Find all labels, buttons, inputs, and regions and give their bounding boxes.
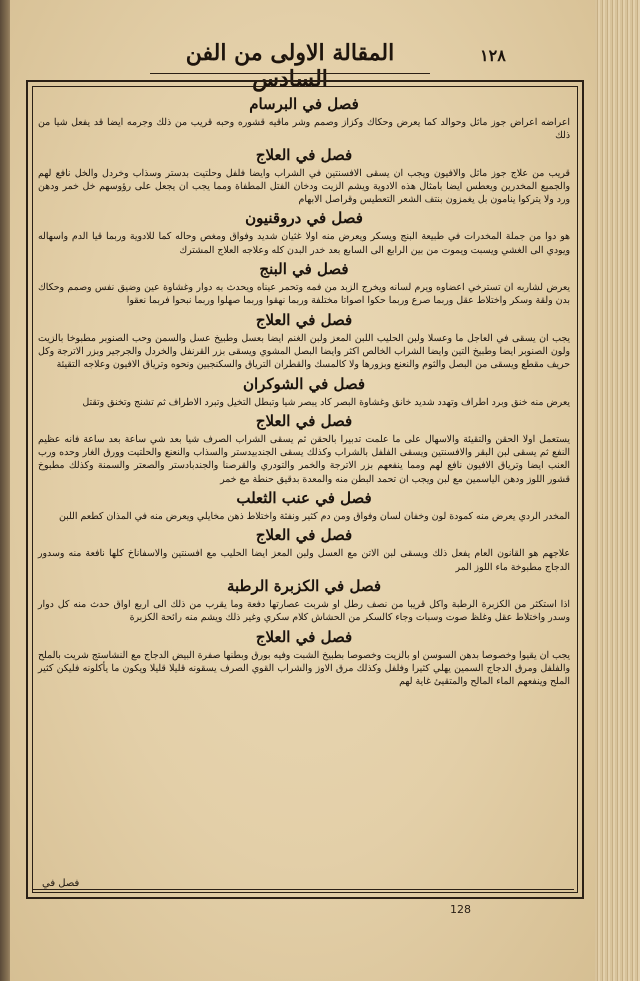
section-heading: فصل في البنج [259,260,349,279]
section-heading: فصل في العلاج [255,627,353,646]
section-duruqniyun [38,206,570,257]
section-body: اذا استكثر من الكزبرة الرطبة واكل قريبا من نصف رطل او شربت عصارتها دفعة وما يقرب من ذلك الى اربع اواق حدث منه كل دوار وسدر واختلاط عقل وغلظ صوت وسبات وجاء كالسكر من الحشاش كلام سكري وغير ذلك ويشم منه رائحة الكزبرة [38,598,570,624]
section-heading: فصل في العلاج [255,526,353,545]
section-body: هو دوا من جملة المخدرات في طبيعة البنج ويسكر ويعرض منه اولا غثيان شديد وفواق ومغص وحاله كما للادوية وربما قيا الدم واسهاله ويودي الى الغشي ويسبت ويموت من بين الرابع الى السابع بعد خدر البدن كله وعلاجه العلاج المشترك [38,231,570,256]
section-treatment-3 [38,409,570,486]
text-block [38,92,570,688]
running-head: المقالة الاولى من الفن السادس [185,40,395,92]
section-heading: فصل في العلاج [255,145,353,164]
section-body: علاجهم هو القانون العام يفعل ذلك ويسقى لبن الاتن مع العسل ولبن المعز ايضا الحليب مع افسنتين والاسفاناخ كلها نافعة منه وسدور الدجاج مطبوخة ماء اللوز المر [38,548,570,573]
bottom-rule [32,889,574,890]
section-body: قريب من علاج جوز ماثل والافيون ويجب ان يسقى الافسنتين في الشراب وايضا فلفل وحلتيت بدستر وسذاب وخردل والخل نافع لهم والجميع المخدرين ويعطس ايضا بامثال هذه الادوية ويشم الزيت ودخان الفتل المطفاة ومما يجب ان يجعل على رؤوسهم خل خمر ودهن ورد ولا يتركوا ينامون بل يغمزون بنتف الشعر التعطيس وقراصل الابهام [38,167,570,206]
section-barsam [38,92,570,143]
section-body: يعرض لشاربه ان تسترخي اعضاوه ويرم لسانه ويخرج الزبد من فمه وتحمر عيناه ويحدث به دوار وغشاوة عين وضيق نفس وصمم وحكاك بدن ولقة وسكر واختلاط عقل وربما صرع وربما حكوا اصواتا مختلفة وربما نهقوا وربما صهلوا وربما نبحوا فربما نعقوا [38,282,570,307]
section-banj [38,257,570,308]
section-body: يجب ان يسقى في العاجل ما وعسلا ولبن الحليب اللبن المعز ولبن الغنم ايضا بعسل وطبيخ عسل والسمن وحب الصنوبر مطبوخا بالزيت ولون الصنوبر ايضا وطبيخ التين وايضا الشراب الخالص اكثر وايضا البصل المشوي ويسقى بزر القرنفل والخردل والجرجير وبزر الاترجة وكل حريف مقطع ويسقى من البصل والثوم والنعنع وبزورها ولا كالمسك والقطران الترياق والسكنجبين ونحوه وترياق الافيون وعلاجه التقيئة [38,332,570,371]
section-heading: فصل في البرسام [249,95,359,113]
section-body: يجب ان يقيوا وخصوصا بدهن السوسن او بالزيت وخصوصا بطبيخ الشبت وفيه بورق وبطنها صفرة البيض الدجاج مع النشاستج شريت بالملح والفلفل ومرق الدجاج السمين يهلي كثيرا وفلفل وكذلك مرق الاوز والشراب القوي الصرف يسقونه قليلا قليلا ويكون ما يأكلونه فليكن كثير الملح وينفعهم الماء المالح والمتقيئ غاية لهم [38,649,570,688]
page-edges [595,0,640,981]
section-treatment-5 [38,625,570,689]
section-body: المخدر الردي يعرض منه كمودة لون وخفان لسان وفواق ومن دم كثير ونفثة واختلاط ذهن مخايلي ويعرض منه في المذان كطعم اللبن [58,511,570,523]
section-body: يستعمل اولا الحقن والتقيئة والاسهال على ما علمت تدبيرا بالحقن ثم يسقى الشراب الصرف شيا بعد شي ساعة بعد ساعة فانه عظيم النفع ثم يسقى لبن البقر والافسنتين ويسقى الفلفل بالشراب وكذلك يسقى الجندبيدستر والسذاب والنعنع والحلتيت وورق الغار وحده ورب العنب ايضا وترياق الافيون نافع لهم ومما ينفعهم بزر الاترجة والخمر والتودري والقرصنا والجندبادستر والصعتر والسمنة وكذلك مطبوخ قشور اللوز ودهن الياسمين مع لبن ويجب ان تحمد البطن منه والمعدة بدقيق حنطة مع خمر [38,433,570,485]
page-number-top: ١٢٨ [480,46,506,65]
section-body: يعرض منه خنق وبرد اطراف وتهدد شديد خانق وغشاوة البصر كاد يبصر شيا وتبطل التخيل وتبرد الاطراف ثم تشنج وتخنق وتقتل [82,396,570,408]
section-shawkaran [38,372,570,409]
section-body: اعراضه اعراض جوز ماثل وحوالد كما يعرض وحكاك وكزاز وصمم وشر ماقيه قشوره وحبه قريب من ذلك وجرمه ايضا قد يفعل شيا من ذلك [38,117,570,142]
section-heading: فصل في دروقنيون [245,209,363,228]
section-treatment-1 [38,143,570,207]
page-number-bottom: 128 [450,903,471,916]
header-rule [150,73,430,74]
page-sheet [10,0,595,981]
section-heading: فصل في الكزبرة الرطبة [226,576,381,595]
section-inab-althalab [38,486,570,523]
section-heading: فصل في الشوكران [242,374,366,393]
catchword: فصل في [42,878,80,889]
section-treatment-4 [38,523,570,574]
section-treatment-2 [38,308,570,372]
section-heading: فصل في العلاج [255,411,353,430]
section-heading: فصل في العلاج [255,310,353,329]
section-kuzbara [38,574,570,625]
section-heading: فصل في عنب الثعلب [236,489,372,508]
